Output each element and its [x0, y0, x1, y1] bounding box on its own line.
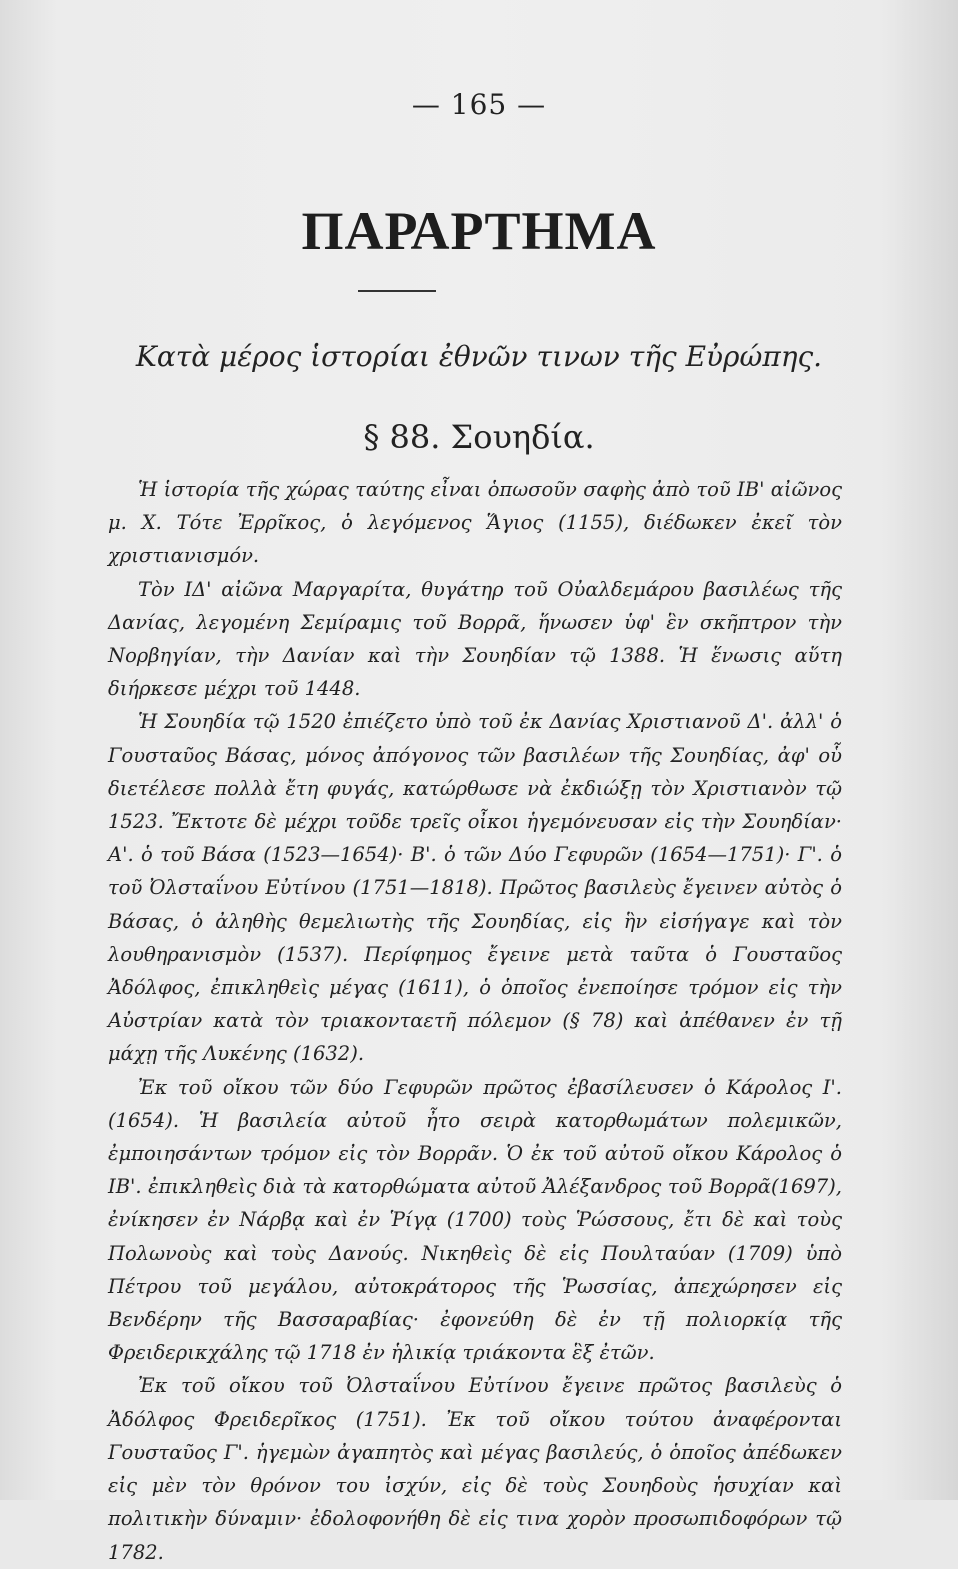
paragraph: Ἐκ τοῦ οἴκου τῶν δύο Γεφυρῶν πρῶτος ἐβασίλευσεν ὁ Κάρολος Ι'. (1654). Ἡ βασιλεία αὐτοῦ ἦτο σειρὰ κατορθωμάτων πολεμικῶν, ἐμποιησάντων τρόμον εἰς τὸν Βορρᾶν. Ὁ ἐκ τοῦ αὐτοῦ οἴκου Κάρολος ὁ ΙΒ'. ἐπικληθεὶς διὰ τὰ κατορθώματα αὐτοῦ Ἀλέξανδρος τοῦ Βορρᾶ(1697), ἐνίκησεν ἐν Νάρβᾳ καὶ ἐν Ῥίγᾳ (1700) τοὺς Ῥώσσους, ἔτι δὲ καὶ τοὺς Πολωνοὺς καὶ τοὺς Δανούς. Νικηθεὶς δὲ εἰς Πουλταύαν (1709) ὑπὸ Πέτρου τοῦ μεγάλου, αὐτοκράτορος τῆς Ῥωσσίας, ἀπεχώρησεν εἰς Βενδέρην τῆς Βασσαραβίας· ἐφονεύθη δὲ ἐν τῇ πολιορκίᾳ τῆς Φρειδερικχάλης τῷ 1718 ἐν ἡλικίᾳ τριάκοντα ἓξ ἐτῶν.: [108, 1075, 842, 1365]
paragraph: Ἐκ τοῦ οἴκου τοῦ Ὀλσταΐνου Εὐτίνου ἔγεινε πρῶτος βασιλεὺς ὁ Ἀδόλφος Φρειδερῖκος (1751). Ἐκ τοῦ οἴκου τούτου ἀναφέρονται Γουσταῦος Γ'. ἡγεμὼν ἀγαπητὸς καὶ μέγας βασιλεύς, ὁ ὁποῖος ἀπέδωκεν εἰς μὲν τὸν θρόνον του ἰσχύν, εἰς δὲ τοὺς Σουηδοὺς ἡσυχίαν καὶ πολιτικὴν δύναμιν· ἐδολοφονήθη δὲ εἰς τινα χορὸν προσωπιδοφόρων τῷ 1782.: [108, 1374, 842, 1564]
paragraph: Τὸν ΙΔ' αἰῶνα Μαργαρίτα, θυγάτηρ τοῦ Οὐαλδεμάρου βασιλέως τῆς Δανίας, λεγομένη Σεμίραμις τοῦ Βορρᾶ, ἥνωσεν ὑφ' ἓν σκῆπτρον τὴν Νορβηγίαν, τὴν Δανίαν καὶ τὴν Σουηδίαν τῷ 1388. Ἡ ἕνωσις αὕτη διήρκεσε μέχρι τοῦ 1448.: [108, 577, 842, 701]
chapter-subtitle: Κατὰ μέρος ἱστορίαι ἐθνῶν τινων τῆς Εὐρώπης.: [135, 340, 823, 373]
section-heading: § 88. Σουηδία.: [363, 418, 595, 456]
page-title: ΠΑΡΑΡΤΗΜΑ: [301, 201, 657, 261]
paragraph: Ἡ ἱστορία τῆς χώρας ταύτης εἶναι ὁπωσοῦν σαφὴς ἀπὸ τοῦ ΙΒ' αἰῶνος μ. Χ. Τότε Ἐρρῖκος, ὁ λεγόμενος Ἅγιος (1155), διέδωκεν ἐκεῖ τὸν χριστιανισμόν.: [108, 478, 842, 568]
title-divider: [358, 290, 436, 292]
paragraph: Ἡ Σουηδία τῷ 1520 ἐπιέζετο ὑπὸ τοῦ ἐκ Δανίας Χριστιανοῦ Δ'. ἀλλ' ὁ Γουσταῦος Βάσας, μόνος ἀπόγονος τῶν βασιλέων τῆς Σουηδίας, ἀφ' οὗ διετέλεσε πολλὰ ἔτη φυγάς, κατώρθωσε νὰ ἐκδιώξῃ τὸν Χριστιανὸν τῷ 1523. Ἔκτοτε δὲ μέχρι τοῦδε τρεῖς οἶκοι ἡγεμόνευσαν εἰς τὴν Σουηδίαν· Α'. ὁ τοῦ Βάσα (1523—1654)· Β'. ὁ τῶν Δύο Γεφυρῶν (1654—1751)· Γ'. ὁ τοῦ Ὀλσταΐνου Εὐτίνου (1751—1818). Πρῶτος βασιλεὺς ἔγεινεν αὐτὸς ὁ Βάσας, ὁ ἀληθὴς θεμελιωτὴς τῆς Σουηδίας, εἰς ἣν εἰσήγαγε καὶ τὸν λουθηρανισμὸν (1537). Περίφημος ἔγεινε μετὰ ταῦτα ὁ Γουσταῦος Ἀδόλφος, ἐπικληθεὶς μέγας (1611), ὁ ὁποῖος ἐνεποίησε τρόμον εἰς τὴν Αὐστρίαν κατὰ τὸν τριακονταετῆ πόλεμον (§ 78) καὶ ἀπέθανεν ἐν τῇ μάχῃ τῆς Λυκένης (1632).: [108, 710, 842, 1066]
body-text: [108, 473, 842, 1569]
page-number: — 165 —: [411, 88, 547, 121]
